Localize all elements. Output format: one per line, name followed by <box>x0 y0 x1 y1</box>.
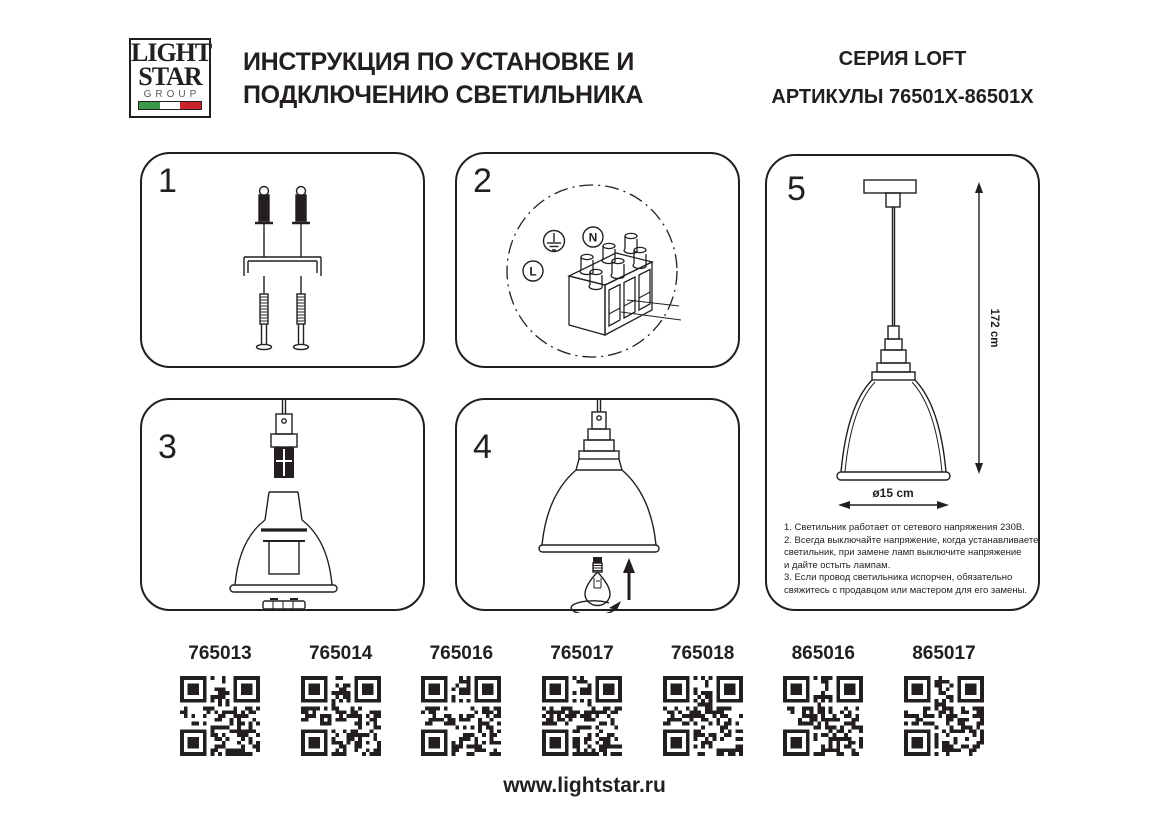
article-item <box>172 643 268 761</box>
screw-right <box>294 276 309 350</box>
note-line: 1. Светильник работает от сетевого напряжения 230В. <box>784 522 1025 533</box>
height-dimension-label: 172 cm <box>988 308 1000 348</box>
step-5-number: 5 <box>787 170 806 208</box>
step-4-panel <box>455 398 740 611</box>
wiring-drawing <box>457 154 742 370</box>
article-number: 765013 <box>188 643 252 664</box>
step-2-panel <box>455 152 740 368</box>
article-number: 765014 <box>308 643 373 664</box>
logo-line1: LIGHT <box>131 38 212 67</box>
insert-arrow-icon <box>623 558 635 600</box>
logo-line3: GROUP <box>143 89 201 100</box>
title-line2: ПОДКЛЮЧЕНИЮ СВЕТИЛЬНИКА <box>243 81 644 109</box>
dowel-anchor-right <box>292 187 310 258</box>
qr-code-icon <box>542 676 622 756</box>
article-item <box>655 643 751 761</box>
article-number: 865016 <box>791 643 855 664</box>
articles-range-label: АРТИКУЛЫ 76501X-86501X <box>771 86 1034 108</box>
diameter-dimension <box>838 486 949 509</box>
socket-assembly-drawing <box>142 400 427 613</box>
neutral-terminal-label <box>583 227 603 247</box>
earth-icon <box>544 231 565 252</box>
mounting-bracket <box>244 257 321 276</box>
qr-code-icon <box>180 676 260 756</box>
candle-bulb <box>585 557 610 606</box>
article-number: 765018 <box>670 643 735 664</box>
step-1-number: 1 <box>158 162 177 200</box>
note-line: 2. Всегда выключайте напряжение, когда устанавливаете <box>784 534 1039 546</box>
retaining-ring <box>263 599 305 609</box>
svg-text:L: L <box>529 264 537 279</box>
note-line: светильник, при замене ламп выключите напряжение <box>784 547 1022 559</box>
lamp-shade <box>230 492 337 592</box>
step-1-panel <box>140 152 425 368</box>
rotate-arrow-icon <box>571 601 621 613</box>
svg-text:N: N <box>588 230 598 245</box>
terminal-block <box>569 230 681 335</box>
title-line1: ИНСТРУКЦИЯ ПО УСТАНОВКЕ И <box>243 48 635 76</box>
italian-flag-icon <box>138 101 202 110</box>
article-item <box>413 643 509 761</box>
pendant-lamp-full <box>837 180 950 480</box>
height-dimension <box>975 182 1000 474</box>
logo-line2: STAR <box>138 62 202 91</box>
article-number: 765016 <box>429 643 494 664</box>
note-line: и дайте остыть лампам. <box>784 559 891 571</box>
series-header <box>765 48 1040 109</box>
page-title <box>243 46 663 112</box>
note-line: свяжитесь с продавцом или мастером для его замены. <box>784 584 1028 596</box>
article-item <box>534 643 630 761</box>
diameter-dimension-label: ø15 cm <box>872 486 914 500</box>
article-item <box>896 643 992 761</box>
bulb-installation-drawing <box>457 400 742 613</box>
screw-left <box>257 276 272 350</box>
step-2-number: 2 <box>473 162 492 200</box>
article-item <box>775 643 871 761</box>
article-number: 865017 <box>912 643 976 664</box>
qr-code-icon <box>663 676 743 756</box>
step-3-panel <box>140 398 425 611</box>
article-item <box>293 643 389 761</box>
note-line: 3. Если провод светильника испорчен, обязательно <box>784 572 1013 584</box>
mounting-hardware-drawing <box>142 154 427 370</box>
pendant-lamp <box>539 400 659 552</box>
step-5-panel <box>765 154 1040 611</box>
dowel-anchor-left <box>255 187 273 258</box>
footer-url: www.lightstar.ru <box>503 774 666 797</box>
qr-code-icon <box>783 676 863 756</box>
qr-code-icon <box>421 676 501 756</box>
step-3-number: 3 <box>158 428 177 466</box>
qr-code-icon <box>301 676 381 756</box>
article-number: 765017 <box>550 643 614 664</box>
safety-notes <box>784 522 1039 598</box>
qr-code-icon <box>904 676 984 756</box>
cord-and-socket <box>271 400 297 478</box>
live-terminal-label <box>523 261 543 281</box>
articles-row <box>172 643 992 761</box>
series-label: СЕРИЯ LOFT <box>838 48 967 70</box>
step-4-number: 4 <box>473 428 492 466</box>
lightstar-logo <box>129 38 211 118</box>
